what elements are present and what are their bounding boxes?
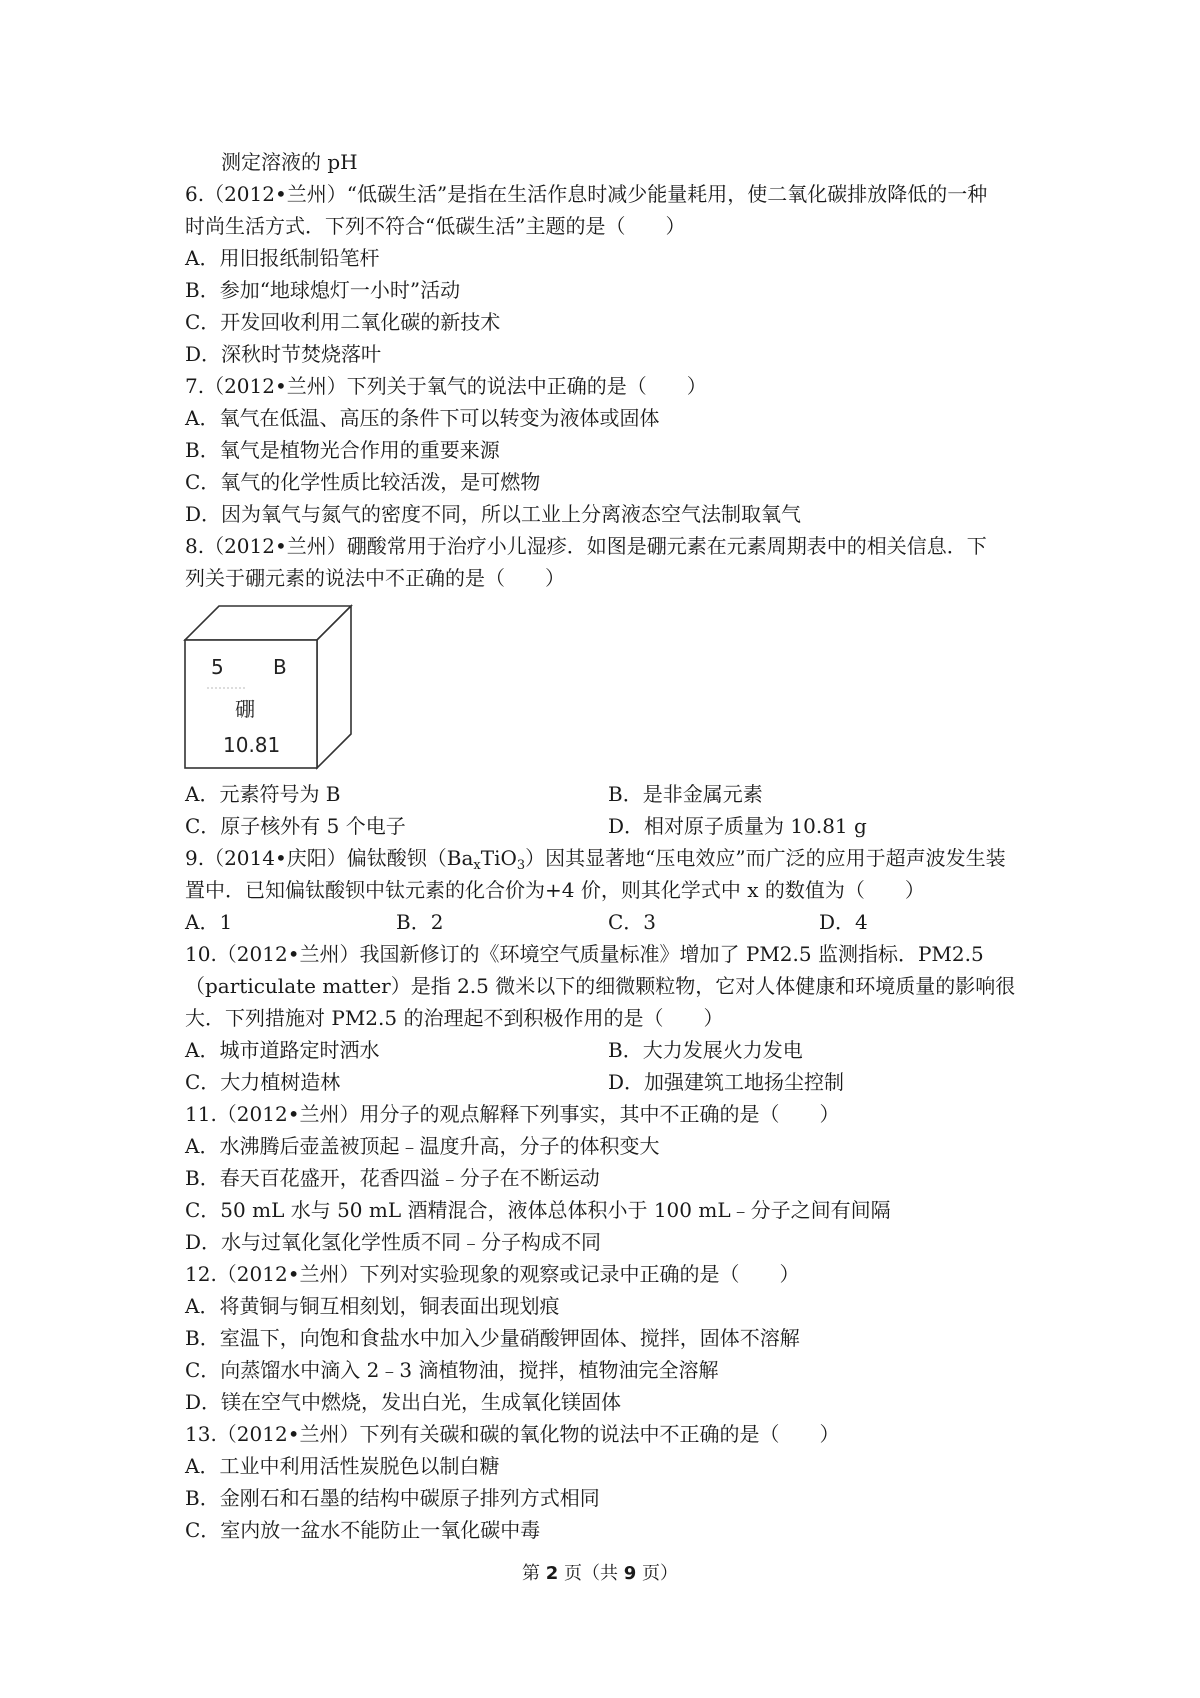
question-7-stem: 7.（2012•兰州）下列关于氧气的说法中正确的是（ ） bbox=[185, 374, 707, 398]
question-12-option-b: B．室温下，向饱和食盐水中加入少量硝酸钾固体、搅拌，固体不溶解 bbox=[185, 1326, 800, 1350]
question-8-option-a: A．元素符号为 B bbox=[185, 782, 341, 806]
question-7-option-c: C．氧气的化学性质比较活泼，是可燃物 bbox=[185, 470, 541, 494]
question-11-option-d: D．水与过氧化氢化学性质不同﹣分子构成不同 bbox=[185, 1230, 602, 1254]
boron-element-card-figure bbox=[183, 604, 353, 770]
question-9-option-d: D．4 bbox=[819, 910, 868, 934]
question-12-stem: 12.（2012•兰州）下列对实验现象的观察或记录中正确的是（ ） bbox=[185, 1262, 800, 1286]
element-symbol: B bbox=[273, 655, 287, 679]
question-6-option-c: C．开发回收利用二氧化碳的新技术 bbox=[185, 310, 501, 334]
question-12-option-d: D．镁在空气中燃烧，发出白光，生成氧化镁固体 bbox=[185, 1390, 622, 1414]
question-7-option-b: B．氧气是植物光合作用的重要来源 bbox=[185, 438, 500, 462]
element-atomic-mass: 10.81 bbox=[223, 733, 281, 757]
question-10-option-c: C．大力植树造林 bbox=[185, 1070, 341, 1094]
question-10-option-b: B．大力发展火力发电 bbox=[608, 1038, 803, 1062]
question-9-stem: 9.（2014•庆阳）偏钛酸钡$(Ba_xTiO_3)$因其显著地“压电效应”而广泛的应用于超声波发生装 bbox=[185, 846, 1006, 873]
question-13-option-b: B．金刚石和石墨的结构中碳原子排列方式相同 bbox=[185, 1486, 600, 1510]
question-9-option-b: B．2 bbox=[396, 910, 444, 934]
question-12-option-a: A．将黄铜与铜互相刻划，铜表面出现划痕 bbox=[185, 1294, 560, 1318]
question-6-option-a: A．用旧报纸制铅笔杆 bbox=[185, 246, 380, 270]
question-7-option-d: D．因为氧气与氮气的密度不同，所以工业上分离液态空气法制取氧气 bbox=[185, 502, 802, 526]
element-atomic-number: 5 bbox=[211, 655, 224, 679]
question-8-stem-cont: 列关于硼元素的说法中不正确的是（ ） bbox=[185, 566, 565, 590]
total-page-count: 9 bbox=[623, 1563, 637, 1584]
question-11-option-c: C．50 mL 水与 50 mL 酒精混合，液体总体积小于 100 mL﹣分子之间有间隔 bbox=[185, 1198, 891, 1222]
question-13-stem: 13.（2012•兰州）下列有关碳和碳的氧化物的说法中不正确的是（ ） bbox=[185, 1422, 840, 1446]
question-9-option-c: C．3 bbox=[608, 910, 657, 934]
question-6-stem-cont: 时尚生活方式．下列不符合“低碳生活”主题的是（ ） bbox=[185, 214, 686, 238]
question-10-stem-cont: 大．下列措施对 PM2.5 的治理起不到积极作用的是（ ） bbox=[185, 1006, 724, 1030]
question-8-stem: 8.（2012•兰州）硼酸常用于治疗小儿湿疹．如图是硼元素在元素周期表中的相关信息．下 bbox=[185, 534, 987, 558]
question-6-stem: 6.（2012•兰州）“低碳生活”是指在生活作息时减少能量耗用，使二氧化碳排放降低的一种 bbox=[185, 182, 988, 206]
current-page-number: 2 bbox=[545, 1563, 559, 1584]
element-name: 硼 bbox=[235, 697, 255, 721]
question-9-stem-cont: 置中．已知偏钛酸钡中钛元素的化合价为+4 价，则其化学式中 x 的数值为（ ） bbox=[185, 878, 925, 902]
question-10-option-d: D．加强建筑工地扬尘控制 bbox=[608, 1070, 845, 1094]
text-line: 测定溶液的 pH bbox=[221, 150, 358, 174]
question-13-option-a: A．工业中利用活性炭脱色以制白糖 bbox=[185, 1454, 500, 1478]
question-13-option-c: C．室内放一盆水不能防止一氧化碳中毒 bbox=[185, 1518, 541, 1542]
question-10-option-a: A．城市道路定时洒水 bbox=[185, 1038, 380, 1062]
question-10-stem-cont: （particulate matter）是指 2.5 微米以下的细微颗粒物，它对人体健康和环境质量的影响很 bbox=[185, 974, 1016, 998]
question-9-option-a: A．1 bbox=[185, 910, 233, 934]
question-6-option-b: B．参加“地球熄灯一小时”活动 bbox=[185, 278, 461, 302]
question-12-option-c: C．向蒸馏水中滴入 2﹣3 滴植物油，搅拌，植物油完全溶解 bbox=[185, 1358, 719, 1382]
question-8-option-c: C．原子核外有 5 个电子 bbox=[185, 814, 406, 838]
question-7-option-a: A．氧气在低温、高压的条件下可以转变为液体或固体 bbox=[185, 406, 660, 430]
question-11-option-b: B．春天百花盛开，花香四溢﹣分子在不断运动 bbox=[185, 1166, 600, 1190]
page-footer: 第 2 页（共 9 页） bbox=[522, 1563, 678, 1584]
question-8-option-d: D．相对原子质量为 10.81 g bbox=[608, 814, 867, 838]
question-10-stem: 10.（2012•兰州）我国新修订的《环境空气质量标准》增加了 PM2.5 监测指标．PM2.5 bbox=[185, 942, 984, 966]
question-8-option-b: B．是非金属元素 bbox=[608, 782, 763, 806]
question-11-stem: 11.（2012•兰州）用分子的观点解释下列事实，其中不正确的是（ ） bbox=[185, 1102, 840, 1126]
question-11-option-a: A．水沸腾后壶盖被顶起﹣温度升高，分子的体积变大 bbox=[185, 1134, 660, 1158]
question-6-option-d: D．深秋时节焚烧落叶 bbox=[185, 342, 382, 366]
